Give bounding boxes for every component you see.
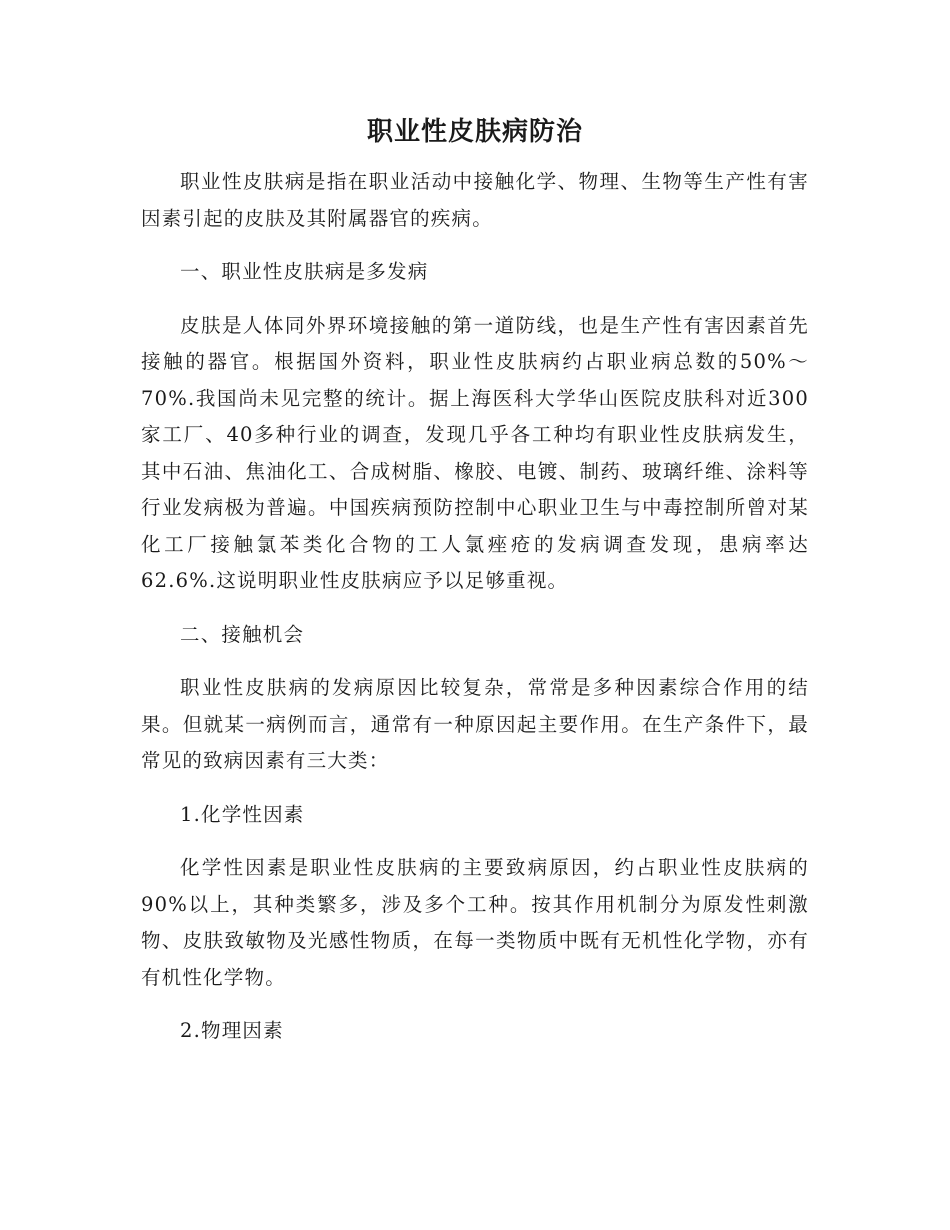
section2-heading: 二、接触机会 bbox=[180, 622, 305, 646]
document-title: 职业性皮肤病防治 bbox=[366, 117, 583, 147]
section2-paragraph: 职业性皮肤病的发病原因比较复杂，常常是多种因素综合作用的结果。但就某一病例而言，通常有一种原因起主要作用。在生产条件下，最常见的致病因素有三大类： bbox=[141, 676, 809, 772]
section1-paragraph: 皮肤是人体同外界环境接触的第一道防线，也是生产性有害因素首先接触的器官。根据国外资料，职业性皮肤病约占职业病总数的50%～70%.我国尚未见完整的统计。据上海医科大学华山医院皮肤科对近300家工厂、40多种行业的调查，发现几乎各工种均有职业性皮肤病发生，其中石油、焦油化工、合成树脂、橡胶、电镀、制药、玻璃纤维、涂料等行业发病极为普遍。中国疾病预防控制中心职业卫生与中毒控制所曾对某化工厂接触氯苯类化合物的工人氯痤疮的发病调查发现，患病率达62.6%.这说明职业性皮肤病应予以足够重视。 bbox=[141, 313, 809, 592]
subsection1-paragraph: 化学性因素是职业性皮肤病的主要致病原因，约占职业性皮肤病的90%以上，其种类繁多，涉及多个工种。按其作用机制分为原发性刺激物、皮肤致敏物及光感性物质，在每一类物质中既有无机性化学物，亦有有机性化学物。 bbox=[141, 856, 809, 989]
document-body bbox=[141, 164, 809, 1067]
section1-heading: 一、职业性皮肤病是多发病 bbox=[180, 260, 429, 283]
subsection2-heading: 2.物理因素 bbox=[180, 1019, 284, 1042]
intro-paragraph: 职业性皮肤病是指在职业活动中接触化学、物理、生物等生产性有害因素引起的皮肤及其附属器官的疾病。 bbox=[141, 170, 809, 230]
subsection1-heading: 1.化学性因素 bbox=[180, 802, 305, 826]
